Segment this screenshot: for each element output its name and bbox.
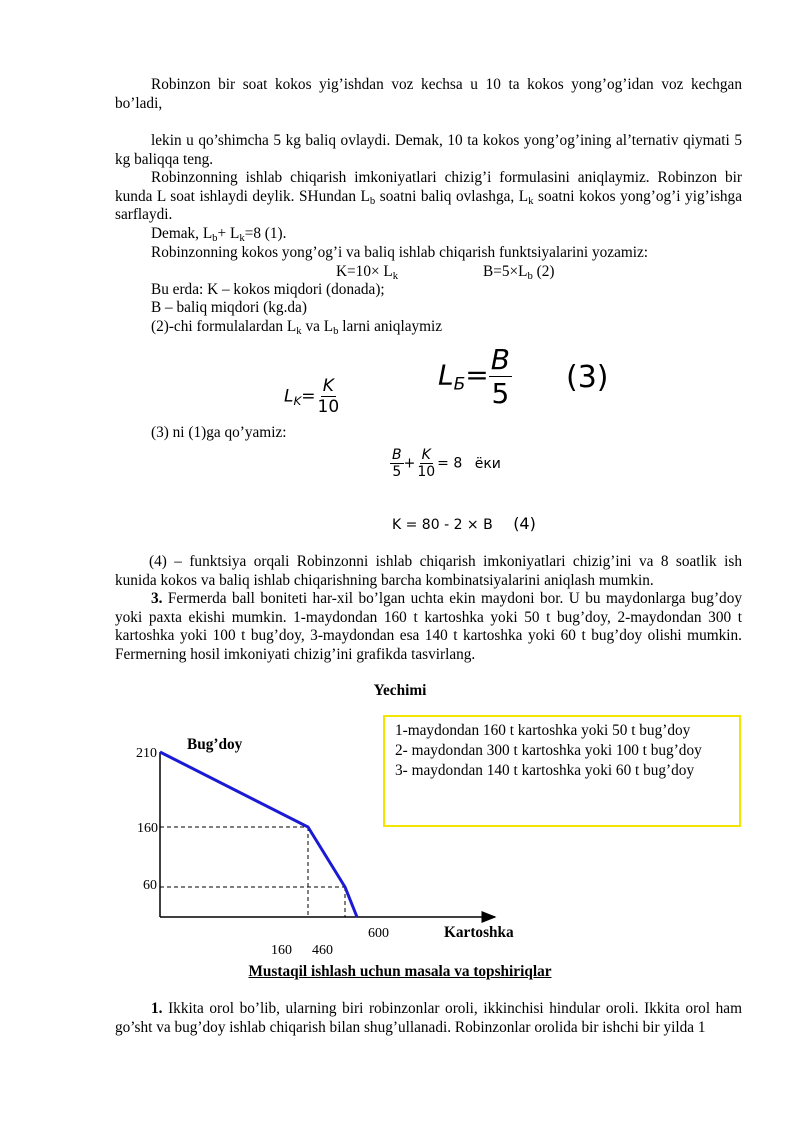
paragraph-8-sub-b: b	[333, 325, 339, 338]
paragraph-12	[115, 1000, 742, 1037]
formula-2-right-sub: b	[527, 270, 533, 283]
formula-4-text: K = 80 - 2 × B	[392, 517, 493, 533]
x-tick-600: 600	[368, 926, 389, 941]
formula-3-label: (3)	[566, 360, 609, 395]
formula-lb-sub: Б	[453, 374, 466, 395]
y-tick-210: 210	[136, 746, 157, 761]
formula-4-label: (4)	[513, 514, 536, 533]
legend-line-1: 1-maydondan 160 t kartoshka yoki 50 t bug’doy	[395, 722, 691, 739]
paragraph-8-a: (2)-chi formulalardan L	[151, 318, 297, 335]
y-axis-label: Bug’doy	[187, 736, 243, 753]
formula-sum-n1: B	[392, 447, 402, 463]
x-tick-460: 460	[312, 943, 333, 958]
paragraph-8-b: va L	[301, 318, 334, 335]
section-heading: Mustaqil ishlash uchun masala va topshiriqlar	[248, 963, 552, 980]
equation-1-b: + L	[217, 225, 240, 242]
formula-lb-num: B	[490, 343, 510, 376]
formula-lk-den: 10	[317, 397, 340, 417]
formula-lb-l: L	[438, 358, 454, 392]
problem-number-3: 3.	[151, 590, 163, 607]
equation-1-sub-k: k	[239, 232, 245, 245]
formula-sum-plus: +	[403, 455, 416, 472]
formula-2-left-text: K=10× L	[336, 263, 393, 280]
paragraph-11-text: Fermerda ball boniteti har-xil bo’lgan uchta ekin maydoni bor. U bu maydonlarga bug’doy yoki paxta ekishi mumkin. 1-maydondan 160 t kartoshka yoki 50 t bug’doy, 2-maydondan 300 t kartoshka yoki 100 t bug’doy, 3-maydondan esa 140 t kartoshka yoki 60 t bug’doy olishi mumkin. Fermerning hosil imkoniyati chizig’ini grafikda tasvirlang.	[115, 590, 742, 663]
subscript-b: b	[369, 194, 376, 207]
paragraph-3-text-c: soatni kokos yong’og’i yig’ishga sarflaydi.	[115, 187, 742, 224]
legend-line-2: 2- maydondan 300 t kartoshka yoki 100 t bug’doy	[395, 742, 702, 759]
subscript-k: k	[528, 194, 534, 207]
formula-sum-n2: K	[421, 447, 431, 463]
paragraph-10-text: (4) – funktsiya orqali Robinzonni ishlab chiqarish imkoniyatlari chizig’ini va 8 soatlik ish kunida kokos va baliq ishlab chiqarishning barcha kombinatsiyalarini aniqlash mumkin.	[115, 553, 742, 589]
formula-sum-d2: 10	[417, 464, 436, 480]
equation-1-c: =8 (1).	[244, 225, 287, 242]
equation-1-a: Demak, L	[151, 225, 213, 242]
paragraph-1-text: Robinzon bir soat kokos yig’ishdan voz kechsa u 10 ta kokos yong’og’idan voz kechgan bo’ladi,	[115, 76, 742, 112]
x-tick-160: 160	[271, 943, 292, 958]
formula-sum-word: ёки	[474, 455, 501, 472]
paragraph-7-text: B – baliq miqdori (kg.da)	[151, 299, 307, 316]
solution-heading: Yechimi	[373, 682, 427, 699]
paragraph-3-text-b: soatni baliq ovlashga, L	[375, 187, 529, 205]
paragraph-2-text: lekin u qo’shimcha 5 kg baliq ovlaydi. Demak, 10 ta kokos yong’og’ining al’ternativ qiymati 5 kg baliqqa teng.	[115, 132, 742, 168]
formula-lb-eq: =	[465, 358, 489, 392]
equation-1-sub-b: b	[212, 232, 218, 245]
paragraph-6-text: Bu erda: K – kokos miqdori (donada);	[151, 281, 385, 298]
formula-lk-num: K	[322, 376, 334, 396]
formula-2-label: (2)	[532, 263, 555, 280]
series-line	[160, 752, 357, 917]
formula-2-left-sub: k	[392, 270, 399, 283]
task-number-1: 1.	[151, 1000, 163, 1017]
formula-lb-den: 5	[491, 377, 510, 410]
formula-lk-eq: =	[301, 386, 316, 407]
formula-lk-l: L	[284, 386, 294, 407]
paragraph-12-text: Ikkita orol bo’lib, ularning biri robinzonlar oroli, ikkinchisi hindular oroli. Ikkita orol ham go’sht va bug’doy ishlab chiqarish bilan shug’ullanadi. Robinzonlar orolida bir ishchi bir yilda 1	[115, 1000, 742, 1036]
paragraph-3-text-a: Robinzonning ishlab chiqarish imkoniyatlari chizig’i formulasini aniqlaymiz. Robinzon bir kunda L soat ishlaydi deylik. SHundan L	[115, 169, 742, 205]
y-tick-160: 160	[137, 821, 158, 836]
paragraph-5-text: Robinzonning kokos yong’og’i va baliq ishlab chiqarish funktsiyalarini yozamiz:	[151, 244, 649, 261]
paragraph-8-sub-k: k	[296, 325, 302, 338]
formula-sum-d1: 5	[392, 464, 402, 480]
y-tick-60: 60	[143, 878, 157, 893]
paragraph-8-c: larni aniqlaymiz	[338, 318, 443, 335]
x-axis-label: Kartoshka	[444, 924, 514, 941]
formula-sum-rhs: = 8	[437, 455, 463, 472]
formula-2-right-text: B=5×L	[483, 263, 528, 280]
formula-lk-sub: K	[293, 394, 302, 409]
paragraph-9-text: (3) ni (1)ga qo’yamiz:	[151, 424, 287, 441]
legend-line-3: 3- maydondan 140 t kartoshka yoki 60 t bug’doy	[395, 762, 695, 779]
